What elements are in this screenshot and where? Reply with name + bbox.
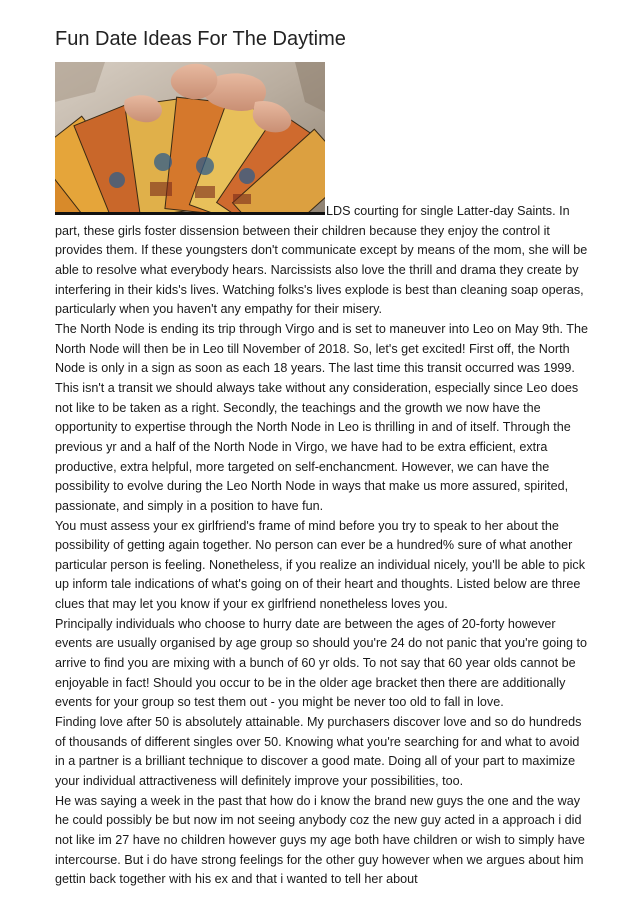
article-body — [55, 202, 589, 890]
paragraph-4: Principally individuals who choose to hurry date are between the ages of 20-forty however events are usually organised by age group so should you're 24 do not panic that you're going to arrive to find you are mixing with a bunch of 60 yr olds. To not say that 60 year olds cannot be enjoyable in fact! Should you occur to be in the older age bracket then there are additionally events for your group so test them out - you might be never too old to fall in love. — [55, 616, 588, 710]
paragraph-3: You must assess your ex girlfriend's frame of mind before you try to speak to her about the possibility of getting again together. No person can ever be a hundred% sure of what another particular person is feeling. Nonetheless, if you realize an individual nicely, you'll be able to pick up inform tale indications of what's going on of their heart and thoughts. Listed below are three clues that may let you know if your ex girlfriend nonetheless loves you. — [55, 518, 586, 612]
paragraph-5: Finding love after 50 is absolutely attainable. My purchasers discover love and so do hundreds of thousands of different singles over 50. Knowing what you're searching for and what to avoid in a partner is a brilliant technique to discover a good mate. Doing all of your part to maximize your individual attractiveness will definitely improve your possibilities, too. — [55, 715, 582, 789]
tarot-cards-photo — [55, 62, 325, 215]
image-wrap-spacer — [55, 202, 326, 218]
paragraph-1: LDS courting for single Latter-day Saints. In part, these girls foster dissension between their children because they enjoy the control it provides them. If these youngsters don't communicate except by means of the mom, she will be able to resolve what everybody hears. Narcissists also love the thrill and drama they create by interfering in their kids's lives. Watching folks's lives explode is best than cleaning soap operas, particularly when you haven't any empathy for their misery. — [55, 204, 588, 317]
page-title: Fun Date Ideas For The Daytime — [55, 28, 346, 50]
paragraph-2: The North Node is ending its trip through Virgo and is set to maneuver into Leo on May 9th. The North Node will then be in Leo till November of 2018. So, let's get excited! First off, the North Node is only in a sign as soon as each 18 years. The last time this transit occurred was 1999. This isn't a transit we should always take without any consideration, especially since Leo does not like to be taken as a right. Secondly, the teachings and the growth we now have the opportunity to expertise through the North Node in Leo is thrilling in and of itself. Through the previous yr and a half of the North Node in Virgo, we have had to be extra efficient, extra productive, extra helpful, more targeted on self-enchancment. However, we can have the possibility to evolve during the Leo North Node in ways that make us more assured, spirited, passionate, and simply in a position to have fun. — [55, 321, 588, 513]
paragraph-6: He was saying a week in the past that how do i know the brand new guys the one and the way he could possibly be but now im not seeing anybody coz the new guy acted in a approach i did not like im 27 have no children however guys my age both have children or wish to simply have intercourse. But i do have strong feelings for the other guy however when we argues about him gettin back together with his ex and that i wanted to tell her about — [55, 793, 585, 887]
